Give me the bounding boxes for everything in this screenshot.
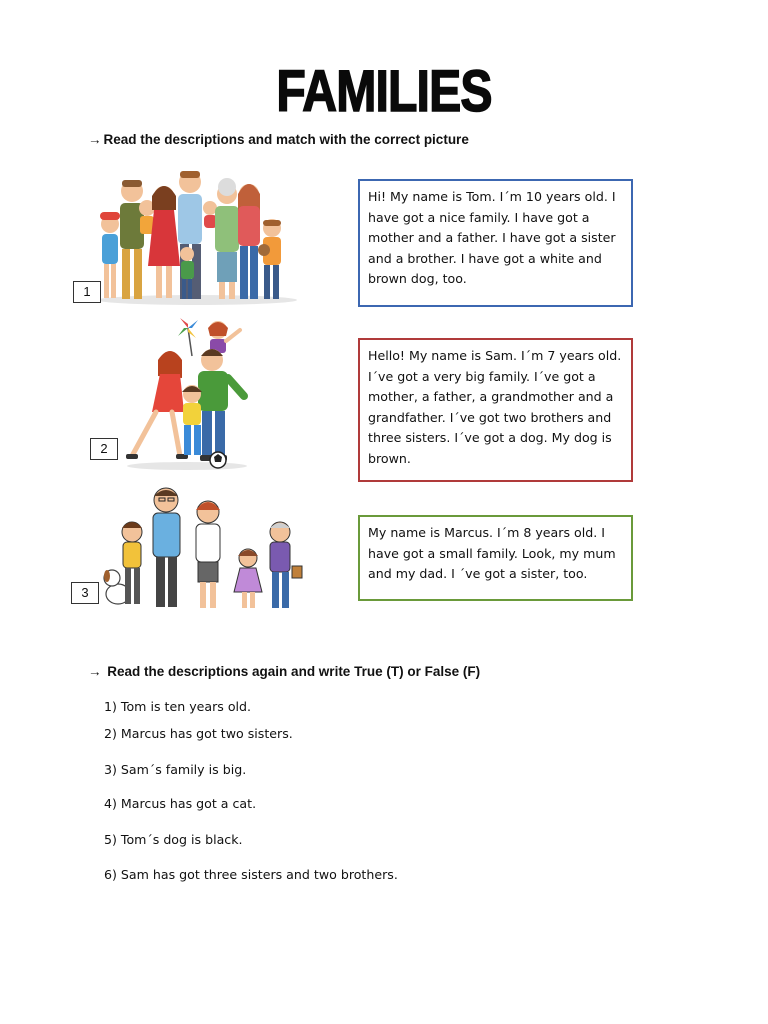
question-2[interactable]: 2) Marcus has got two sisters. <box>104 726 293 741</box>
description-text-tom: Hi! My name is Tom. I´m 10 years old. I have got a nice family. I have got a mother and a father. I have got a sister and a brother. I have got a white and brown dog, too. <box>368 189 616 286</box>
description-text-marcus: My name is Marcus. I´m 8 years old. I have got a small family. Look, my mum and my dad. I ´ve got a sister, too. <box>368 525 616 581</box>
question-6[interactable]: 6) Sam has got three sisters and two brothers. <box>104 867 398 882</box>
family-illustration-3 <box>98 486 308 616</box>
picture-number-2[interactable]: 2 <box>90 438 118 460</box>
picture-number-1[interactable]: 1 <box>73 281 101 303</box>
question-5[interactable]: 5) Tom´s dog is black. <box>104 832 243 847</box>
picture-number-3[interactable]: 3 <box>71 582 99 604</box>
description-text-sam: Hello! My name is Sam. I´m 7 years old. I´ve got a very big family. I´ve got a mother, a father, a grandmother and a grandfather. I´ve got two brothers and three sisters. I´ve got a dog. My dog is brown. <box>368 348 622 466</box>
instruction-true-false <box>88 664 480 679</box>
family-illustration-2 <box>122 316 252 472</box>
instruction-match-text: Read the descriptions and match with the correct picture <box>103 132 469 147</box>
question-3[interactable]: 3) Sam´s family is big. <box>104 762 247 777</box>
family-illustration-1 <box>92 166 302 306</box>
instruction-match <box>88 132 469 147</box>
arrow-icon: → <box>88 664 102 679</box>
description-box-sam <box>358 338 633 482</box>
question-1[interactable]: 1) Tom is ten years old. <box>104 699 252 714</box>
instruction-true-false-text: Read the descriptions again and write True (T) or False (F) <box>107 664 481 679</box>
description-box-tom <box>358 179 633 307</box>
arrow-icon: → <box>88 132 102 147</box>
question-4[interactable]: 4) Marcus has got a cat. <box>104 796 257 811</box>
page-title: FAMILIES <box>276 57 492 124</box>
description-box-marcus <box>358 515 633 601</box>
